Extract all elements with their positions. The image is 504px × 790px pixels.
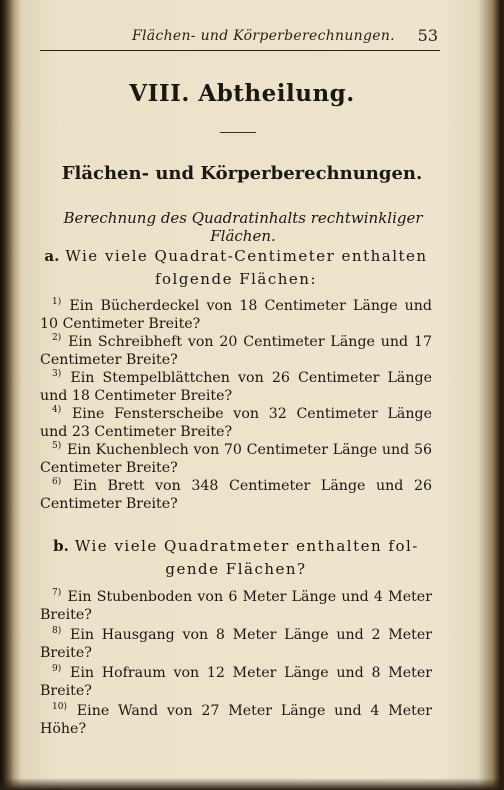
question-9-text: Ein Hofraum von 12 Meter Länge und 8 Meter Breite?	[40, 665, 433, 699]
group-a-heading-line2: folgende Flächen:	[154, 270, 318, 288]
question-6	[40, 477, 432, 513]
question-9-number: 9)	[52, 664, 62, 675]
question-6-number: 6)	[52, 477, 62, 488]
question-7-number: 7)	[52, 588, 62, 599]
group-b-heading-line2: gende Flächen?	[165, 560, 307, 578]
group-a-letter: a.	[44, 247, 60, 265]
question-5-number: 5)	[52, 441, 62, 452]
question-2-text: Ein Schreibheft von 20 Centimeter Länge und 17 Centimeter Breite?	[40, 334, 432, 368]
section-title: VIII. Abtheilung.	[129, 80, 355, 107]
group-a-line1-text: Wie viele Quadrat-Centimeter enthalten	[65, 247, 428, 265]
question-8-number: 8)	[52, 626, 62, 637]
question-5-text: Ein Kuchenblech von 70 Centimeter Länge und 56 Centimeter Breite?	[40, 442, 433, 476]
question-2-number: 2)	[52, 333, 62, 344]
question-7-text: Ein Stubenboden von 6 Meter Länge und 4 Meter Breite?	[40, 589, 432, 623]
running-header	[40, 26, 440, 51]
question-1-number: 1)	[52, 297, 62, 308]
book-spine-shadow	[0, 0, 14, 790]
running-title: Flächen- und Körperberechnungen.	[132, 28, 395, 44]
question-8-text: Ein Hausgang von 8 Meter Länge und 2 Meter Breite?	[40, 627, 433, 661]
group-b-letter: b.	[53, 537, 69, 555]
group-b-line1-text: Wie viele Quadratmeter enthalten fol-	[74, 537, 419, 555]
page-number: 53	[417, 26, 438, 45]
question-2	[40, 333, 432, 369]
question-10-text: Eine Wand von 27 Meter Länge und 4 Meter Höhe?	[40, 703, 433, 737]
question-10-number: 10)	[52, 702, 67, 713]
question-3-number: 3)	[52, 369, 62, 380]
chapter-heading: Flächen- und Körperberechnungen.	[61, 163, 423, 184]
sub-heading: Berechnung des Quadratinhalts rechtwinkliger Flächen.	[63, 209, 423, 245]
page-bottom-edge	[0, 778, 504, 790]
question-5	[40, 441, 432, 477]
question-1	[40, 297, 432, 333]
section-divider	[220, 132, 256, 133]
question-4-text: Eine Fensterscheibe von 32 Centimeter Länge und 23 Centimeter Breite?	[40, 406, 432, 440]
question-6-text: Ein Brett von 348 Centimeter Länge und 26 Centimeter Breite?	[40, 478, 432, 512]
group-a-heading-line1	[40, 245, 432, 268]
group-b-heading-line1	[40, 535, 432, 558]
question-1-text: Ein Bücherdeckel von 18 Centimeter Länge und 10 Centimeter Breite?	[40, 298, 432, 332]
question-4	[40, 405, 432, 441]
group-b-heading	[40, 535, 432, 581]
question-3-text: Ein Stempelblättchen von 26 Centimeter Länge und 18 Centimeter Breite?	[40, 370, 432, 404]
group-a-heading	[40, 245, 432, 291]
question-9	[40, 664, 432, 700]
question-10	[40, 702, 432, 738]
question-8	[40, 626, 432, 662]
question-7	[40, 588, 432, 624]
question-3	[40, 369, 432, 405]
question-4-number: 4)	[52, 405, 62, 416]
